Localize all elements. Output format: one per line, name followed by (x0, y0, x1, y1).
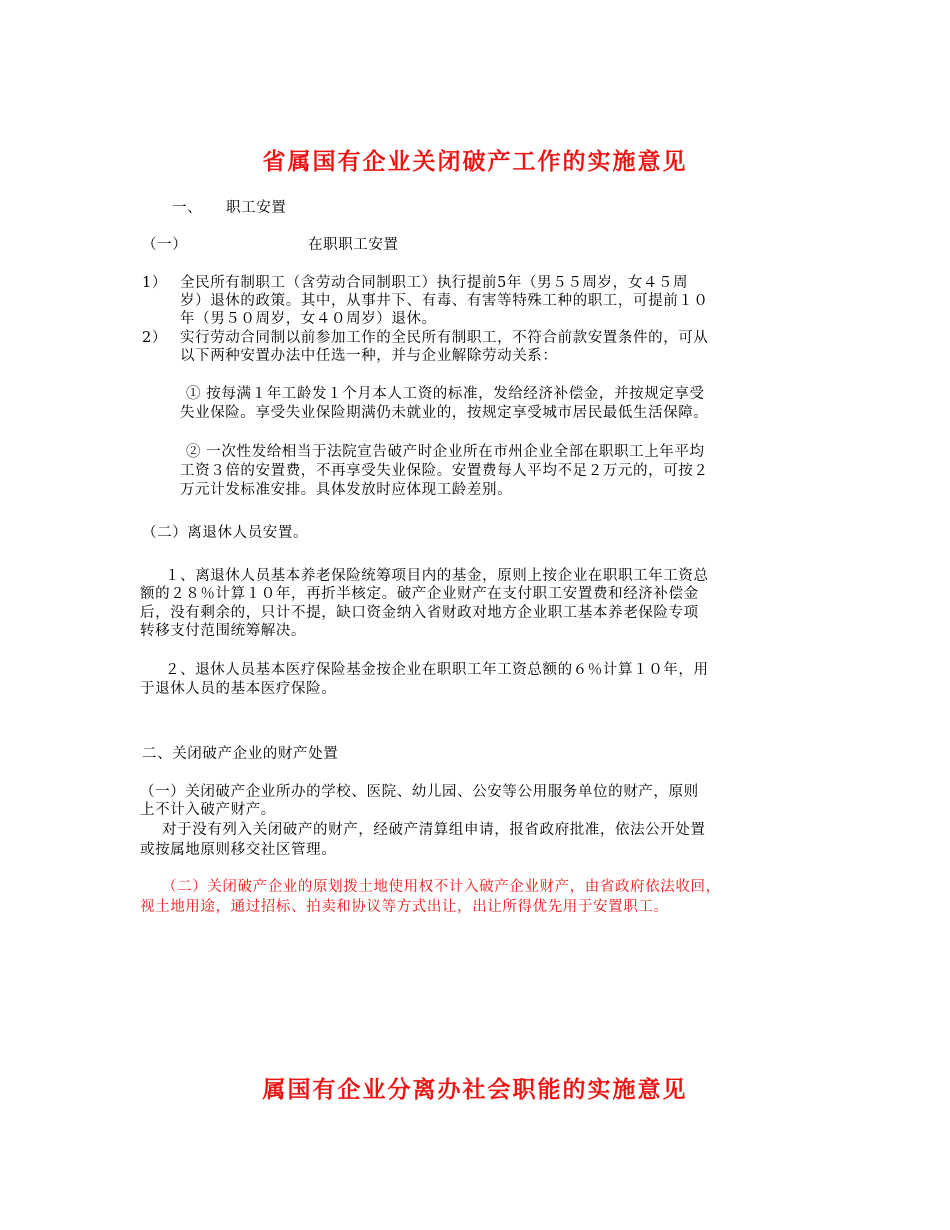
item-1-line: 岁）退休的政策。其中，从事井下、有毒、有害等特殊工种的职工，可提前１０ (180, 293, 709, 309)
next-document-title: 属国有企业分离办社会职能的实施意见 (262, 1077, 688, 1103)
land-para-line: （二）关闭破产企业的原划拨土地使用权不计入破产企业财产，由省政府依法收回， (162, 879, 721, 895)
property-para-line: （一）关闭破产企业所办的学校、医院、幼儿园、公安等公用服务单位的财产，原则 (140, 784, 699, 800)
item-1-line: 年（男５０周岁，女４０周岁）退休。 (180, 311, 437, 327)
retiree-para-2-line: 于退休人员的基本医疗保险。 (140, 681, 337, 697)
land-para-line: 视土地用途，通过招标、拍卖和协议等方式出让，出让所得优先用于安置职工。 (140, 899, 669, 915)
section-1-number: 一、 (172, 200, 203, 216)
sub-2-heading: （二）离退休人员安置。 (142, 525, 309, 541)
retiree-para-1-line: 后，没有剩余的，只计不提，缺口资金纳入省财政对地方企业职工基本养老保险专项 (140, 605, 699, 621)
sub-1-label: （一） (142, 237, 188, 253)
property-para-line: 或按属地原则移交社区管理。 (140, 842, 337, 858)
sub-1-heading: 在职职工安置 (308, 237, 399, 253)
option-1-line: 失业保险。享受失业保险期满仍未就业的，按规定享受城市居民最低生活保障。 (180, 405, 709, 421)
option-2-line: ② 一次性发给相当于法院宣告破产时企业所在市州企业全部在职职工上年平均 (186, 444, 705, 460)
item-2-number: 2） (142, 330, 167, 346)
option-2-line: 工资３倍的安置费，不再享受失业保险。安置费每人平均不足２万元的，可按２ (180, 463, 709, 479)
retiree-para-2-line: ２、退休人员基本医疗保险基金按企业在职职工年工资总额的６％计算１０年，用 (165, 662, 709, 678)
document-title: 省属国有企业关闭破产工作的实施意见 (262, 149, 688, 175)
retiree-para-1-line: 额的２８％计算１０年，再折半核定。破产企业财产在支付职工安置费和经济补偿金 (140, 586, 699, 602)
item-1-number: 1） (142, 275, 167, 291)
property-para-line: 对于没有列入关闭破产的财产，经破产清算组申请，报省政府批准，依法公开处置 (162, 822, 706, 838)
section-1-heading: 职工安置 (226, 200, 287, 216)
option-2-line: 万元计发标准安排。具体发放时应体现工龄差别。 (180, 482, 513, 498)
retiree-para-1-line: 转移支付范围统筹解决。 (140, 623, 307, 639)
property-para-line: 上不计入破产财产。 (140, 802, 276, 818)
section-2-heading: 二、关闭破产企业的财产处置 (142, 746, 339, 762)
item-1-line: 全民所有制职工（含劳动合同制职工）执行提前5年（男５５周岁，女４５周 (180, 275, 689, 291)
retiree-para-1-line: １、离退休人员基本养老保险统筹项目内的基金，原则上按企业在职职工年工资总 (165, 568, 709, 584)
item-2-line: 实行劳动合同制以前参加工作的全民所有制职工，不符合前款安置条件的，可从 (180, 330, 709, 346)
item-2-line: 以下两种安置办法中任选一种，并与企业解除劳动关系： (180, 348, 558, 364)
option-1-line: ① 按每满１年工龄发１个月本人工资的标准，发给经济补偿金，并按规定享受 (186, 386, 705, 402)
